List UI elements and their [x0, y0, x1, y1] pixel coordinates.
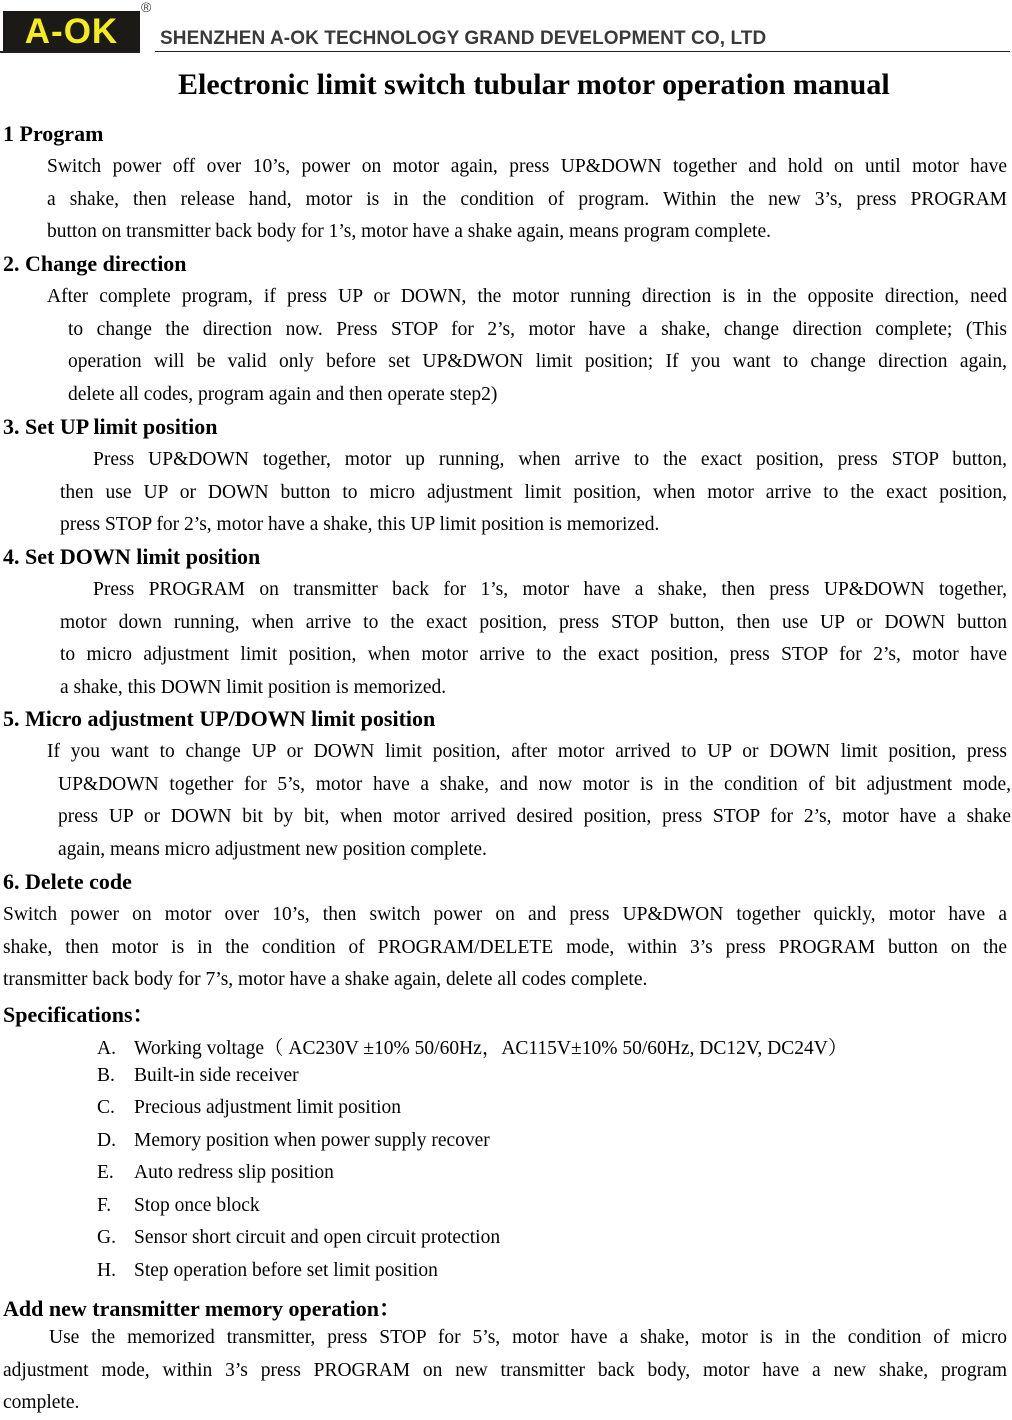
section-body-set-down-limit — [60, 607, 1007, 705]
body-line: to change the direction now. Press STOP for 2’s, motor have a shake, change direction complete; (This — [68, 318, 1007, 340]
spec-text: Precious adjustment limit position — [134, 1097, 402, 1118]
spec-letter: F. — [97, 1195, 112, 1216]
spec-item — [97, 1162, 334, 1184]
spec-text: Sensor short circuit and open circuit protection — [134, 1227, 501, 1248]
add-transmitter-body — [3, 1355, 1007, 1420]
specifications-heading: Specifications： — [3, 1002, 155, 1027]
body-line: If you want to change UP or DOWN limit position, after motor arrived to UP or DOWN limit position, press — [47, 741, 1007, 762]
body-line: again, means micro adjustment new position complete. — [58, 838, 487, 860]
body-line: button on transmitter back body for 1’s, motor have a shake again, means program complete. — [47, 221, 772, 242]
spec-letter: D. — [97, 1130, 116, 1151]
section-body-delete-code — [3, 899, 1007, 997]
spec-text: Stop once block — [134, 1195, 260, 1216]
body-line: Use the memorized transmitter, press STOP for 5’s, motor have a shake, motor is in the condition of micro — [49, 1327, 1007, 1348]
spec-letter: E. — [97, 1162, 114, 1183]
document-title: Electronic limit switch tubular motor operation manual — [178, 68, 890, 101]
spec-letter: C. — [97, 1097, 115, 1118]
spec-letter: B. — [97, 1065, 115, 1086]
body-line: Press UP&DOWN together, motor up running, when arrive to the exact position, press STOP button, — [93, 449, 1007, 470]
logo-text: A-OK — [24, 12, 119, 51]
section-body-change-direction — [68, 314, 1007, 412]
section-heading-set-down-limit: 4. Set DOWN limit position — [3, 544, 261, 569]
body-line: adjustment mode, within 3’s press PROGRAM on new transmitter back body, motor have a new shake, program — [3, 1359, 1007, 1381]
spec-letter: A. — [97, 1038, 116, 1059]
company-logo — [3, 11, 140, 52]
spec-text: Working voltage（ AC230V ±10% 50/60Hz，AC115V±10% 50/60Hz, DC12V, DC24V） — [134, 1038, 848, 1059]
spec-item — [97, 1097, 401, 1119]
add-transmitter-body-first — [49, 1322, 1007, 1355]
body-line: motor down running, when arrive to the exact position, press STOP button, then use UP or DOWN button — [60, 611, 1007, 633]
registered-trademark-icon: ® — [141, 0, 152, 15]
body-line: then use UP or DOWN button to micro adjustment limit position, when motor arrive to the exact position, — [60, 481, 1007, 503]
section-body-change-direction-first — [47, 281, 1007, 314]
section-body-set-up-limit — [60, 477, 1007, 542]
spec-letter: H. — [97, 1260, 116, 1281]
section-body-micro-adjustment-first — [47, 736, 1007, 769]
body-line: press STOP for 2’s, motor have a shake, this UP limit position is memorized. — [60, 514, 660, 535]
spec-text: Step operation before set limit position — [134, 1260, 438, 1281]
spec-item — [97, 1227, 500, 1249]
page-header — [0, 0, 1012, 56]
body-line: to micro adjustment limit position, when motor arrive to the exact position, press STOP for 2’s, motor have — [60, 644, 1007, 665]
company-name: SHENZHEN A-OK TECHNOLOGY GRAND DEVELOPMENT CO, LTD — [160, 28, 767, 49]
spec-item — [97, 1130, 490, 1152]
spec-item — [97, 1032, 847, 1060]
section-heading-change-direction: 2. Change direction — [3, 251, 187, 276]
spec-item — [97, 1260, 438, 1282]
body-line: Switch power off over 10’s, power on motor again, press UP&DOWN together and hold on until motor have — [47, 156, 1007, 177]
section-body-set-up-limit-first — [93, 444, 1007, 477]
body-line: Switch power on motor over 10’s, then switch power on and press UP&DWON together quickly, motor have a — [3, 904, 1007, 925]
spec-item — [97, 1195, 260, 1217]
section-body-program — [47, 151, 1007, 249]
spec-text: Auto redress slip position — [134, 1162, 334, 1183]
spec-text: Memory position when power supply recover — [134, 1130, 490, 1151]
body-line: transmitter back body for 7’s, motor have a shake again, delete all codes complete. — [3, 969, 648, 990]
section-heading-delete-code: 6. Delete code — [3, 869, 132, 894]
spec-item — [97, 1065, 299, 1087]
section-body-set-down-limit-first — [93, 574, 1007, 607]
section-heading-program: 1 Program — [3, 121, 104, 146]
body-line: a shake, then release hand, motor is in the condition of program. Within the new 3’s, press PROGRAM — [47, 188, 1007, 210]
body-line: delete all codes, program again and then operate step2) — [68, 383, 498, 405]
spec-letter: G. — [97, 1227, 116, 1248]
body-line: UP&DOWN together for 5’s, motor have a shake, and now motor is in the condition of bit adjustment mode, — [58, 773, 1011, 795]
section-heading-set-up-limit: 3. Set UP limit position — [3, 414, 218, 439]
header-rule-left — [0, 51, 140, 53]
body-line: After complete program, if press UP or DOWN, the motor running direction is in the opposite direction, need — [47, 286, 1007, 307]
section-body-micro-adjustment — [58, 769, 1011, 867]
section-heading-micro-adjustment: 5. Micro adjustment UP/DOWN limit position — [3, 706, 436, 731]
body-line: operation will be valid only before set UP&DWON limit position; If you want to change direction again, — [68, 351, 1007, 372]
spec-text: Built-in side receiver — [134, 1065, 299, 1086]
add-transmitter-heading: Add new transmitter memory operation： — [3, 1296, 401, 1321]
body-line: press UP or DOWN bit by bit, when motor arrived desired position, press STOP for 2’s, motor have a shake — [58, 806, 1011, 827]
body-line: a shake, this DOWN limit position is memorized. — [60, 676, 447, 698]
body-line: shake, then motor is in the condition of PROGRAM/DELETE mode, within 3’s press PROGRAM button on the — [3, 936, 1007, 958]
header-rule-right — [155, 51, 1010, 52]
body-line: complete. — [3, 1392, 80, 1413]
body-line: Press PROGRAM on transmitter back for 1’s, motor have a shake, then press UP&DOWN together, — [93, 579, 1007, 600]
